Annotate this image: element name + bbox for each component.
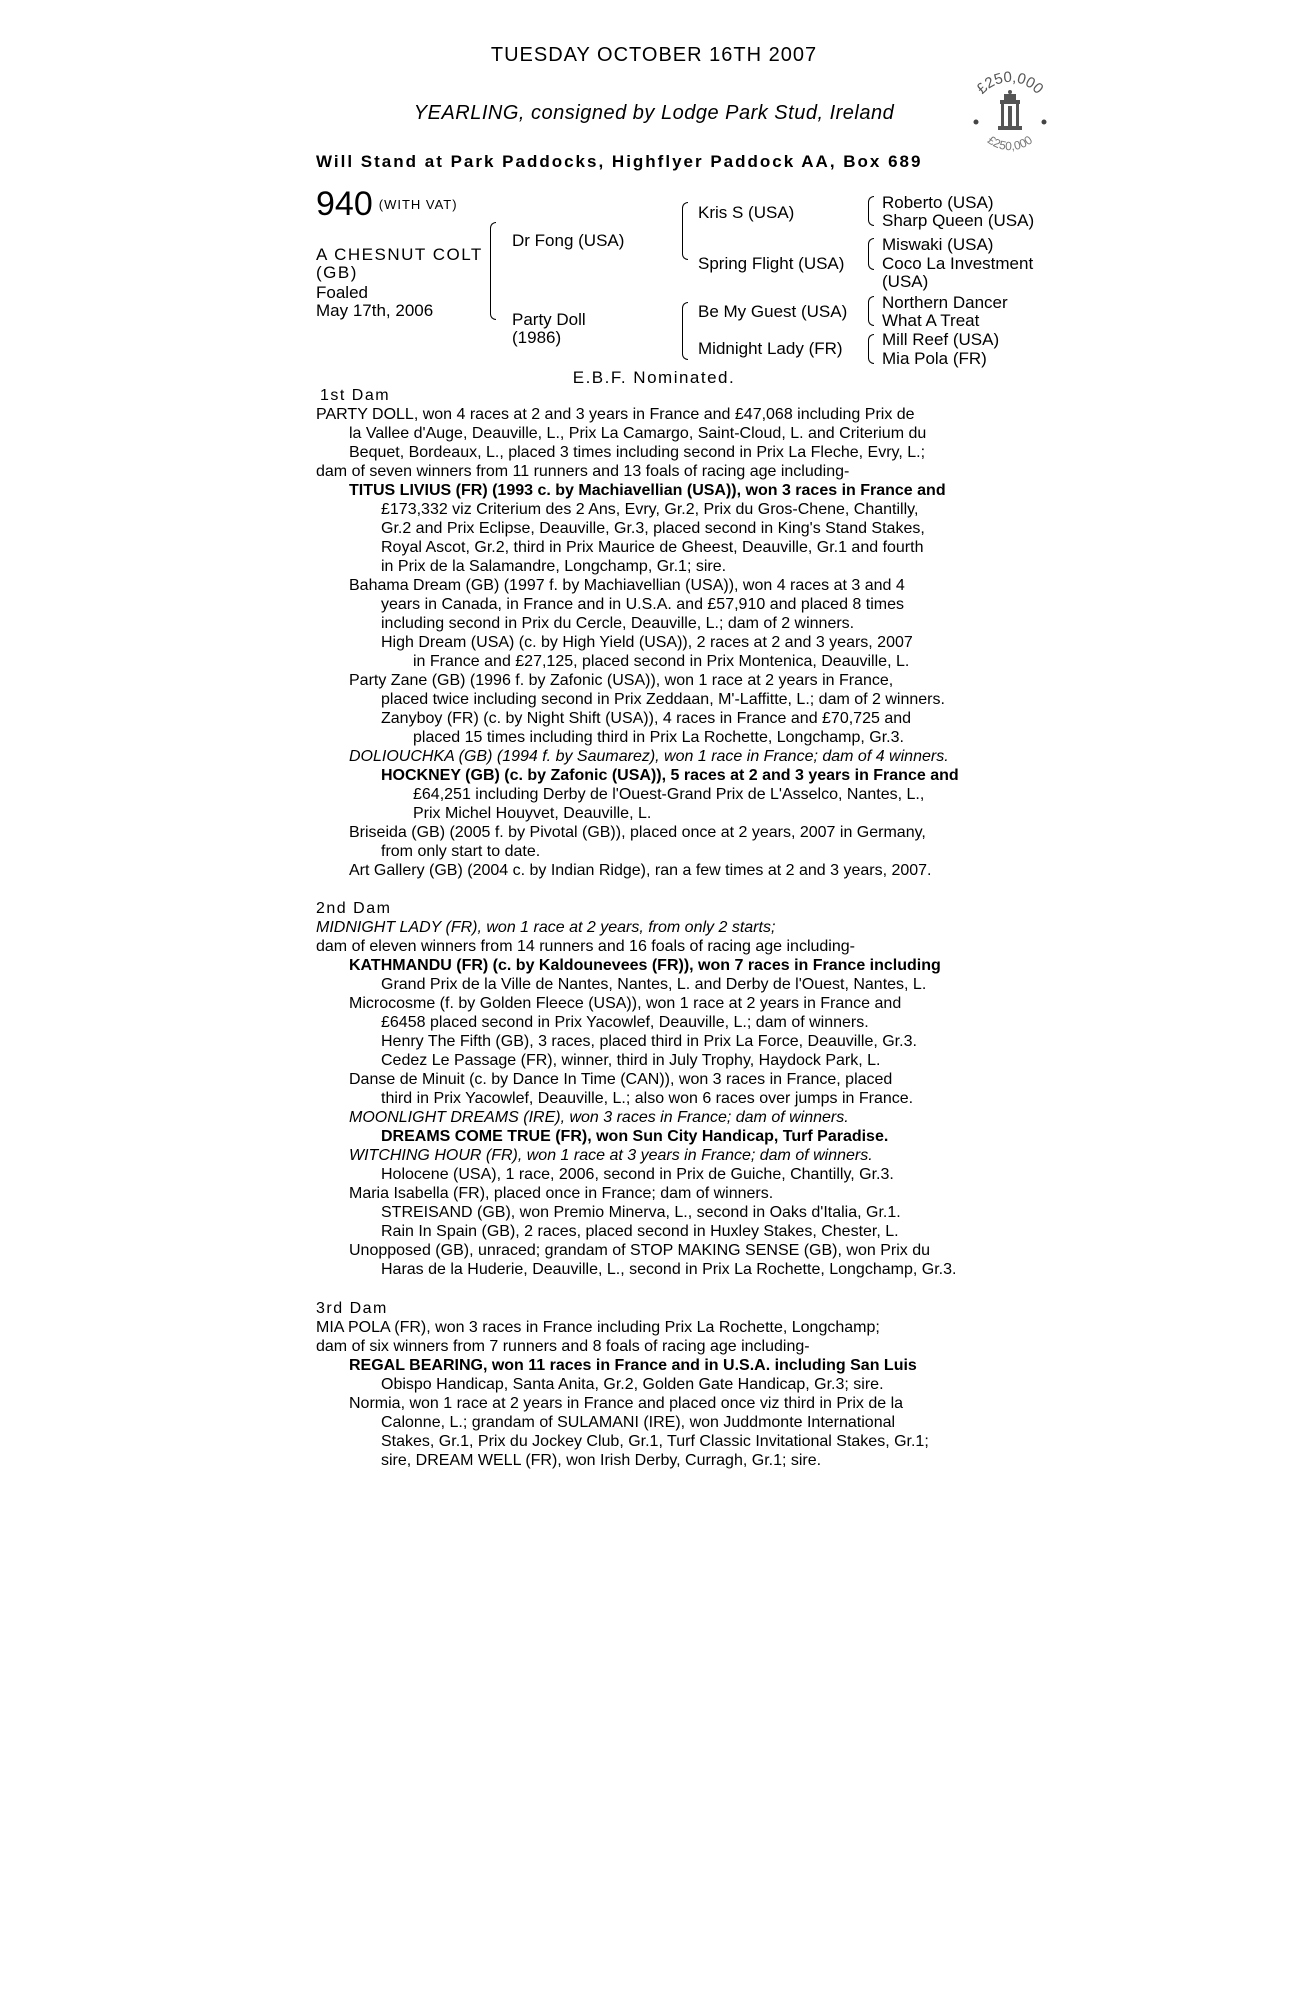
sale-date: TUESDAY OCTOBER 16TH 2007 xyxy=(490,44,818,66)
vat-label: (WITH VAT) xyxy=(378,197,458,212)
progeny-line: DREAMS COME TRUE (FR), won Sun City Handicap, Turf Paradise. xyxy=(381,1128,889,1145)
progeny-line: Calonne, L.; grandam of SULAMANI (IRE), won Juddmonte International xyxy=(381,1414,896,1431)
progeny-line: placed 15 times including third in Prix La Rochette, Longchamp, Gr.3. xyxy=(413,729,904,746)
second-dam-section xyxy=(316,899,1006,1279)
progeny-line: WITCHING HOUR (FR), won 1 race at 3 years in France; dam of winners. xyxy=(349,1147,873,1164)
third-dam-section xyxy=(316,1299,1006,1470)
progeny-line: Danse de Minuit (c. by Dance In Time (CAN)), won 3 races in France, placed xyxy=(349,1071,893,1088)
price-stamp xyxy=(962,66,1058,162)
progeny-line: Grand Prix de la Ville de Nantes, Nantes, L. and Derby de l'Ouest, Nantes, L. xyxy=(381,976,927,993)
progeny-line: STREISAND (GB), won Premio Minerva, L., second in Oaks d'Italia, Gr.1. xyxy=(381,1204,901,1221)
granddam-4b: (USA) xyxy=(882,272,929,291)
second-dam-heading: 2nd Dam xyxy=(316,900,392,917)
granddam-8: Mia Pola (FR) xyxy=(882,349,987,368)
progeny-line: Bahama Dream (GB) (1997 f. by Machiavellian (USA)), won 4 races at 3 and 4 xyxy=(349,577,905,594)
progeny-line: from only start to date. xyxy=(381,843,541,860)
dam-line: dam of six winners from 7 runners and 8 foals of racing age including- xyxy=(316,1338,810,1355)
stamp-bottom-text: £250,000 xyxy=(985,132,1035,154)
grandsire-1: Roberto (USA) xyxy=(882,193,994,212)
progeny-line: HOCKNEY (GB) (c. by Zafonic (USA)), 5 races at 2 and 3 years in France and xyxy=(381,767,959,784)
dam-sire: Be My Guest (USA) xyxy=(698,302,848,321)
dam-line2: (1986) xyxy=(512,328,562,347)
progeny-line: Normia, won 1 race at 2 years in France and placed once viz third in Prix de la xyxy=(349,1395,904,1412)
progeny-line: KATHMANDU (FR) (c. by Kaldounevees (FR)), won 7 races in France including xyxy=(349,957,941,974)
gazebo-icon xyxy=(998,90,1022,130)
progeny-line: Unopposed (GB), unraced; grandam of STOP MAKING SENSE (GB), won Prix du xyxy=(349,1242,930,1259)
sire-dam: Spring Flight (USA) xyxy=(698,254,845,273)
progeny-line: £173,332 viz Criterium des 2 Ans, Evry, Gr.2, Prix du Gros-Chene, Chantilly, xyxy=(381,501,919,518)
progeny-line: in France and £27,125, placed second in Prix Montenica, Deauville, L. xyxy=(413,653,910,670)
progeny-line: Rain In Spain (GB), 2 races, placed second in Huxley Stakes, Chester, L. xyxy=(381,1223,899,1240)
dam-line: PARTY DOLL, won 4 races at 2 and 3 years in France and £47,068 including Prix de xyxy=(316,406,915,423)
lot-number xyxy=(316,185,458,223)
third-dam-heading: 3rd Dam xyxy=(316,1300,388,1317)
progeny-line: Microcosme (f. by Golden Fleece (USA)), won 1 race at 2 years in France and xyxy=(349,995,902,1012)
progeny-line: Henry The Fifth (GB), 3 races, placed third in Prix La Force, Deauville, Gr.3. xyxy=(381,1033,917,1050)
dam-line: MIA POLA (FR), won 3 races in France including Prix La Rochette, Longchamp; xyxy=(316,1319,880,1336)
progeny-line: Prix Michel Houyvet, Deauville, L. xyxy=(413,805,652,822)
grandsire-3: Miswaki (USA) xyxy=(882,235,994,254)
progeny-line: Royal Ascot, Gr.2, third in Prix Maurice de Gheest, Deauville, Gr.1 and fourth xyxy=(381,539,924,556)
dam-line: Bequet, Bordeaux, L., placed 3 times including second in Prix La Fleche, Evry, L.; xyxy=(349,444,926,461)
progeny-line: sire, DREAM WELL (FR), won Irish Derby, Curragh, Gr.1; sire. xyxy=(381,1452,822,1469)
dam-line: MIDNIGHT LADY (FR), won 1 race at 2 years, from only 2 starts; xyxy=(316,919,776,936)
grandsire-5: Northern Dancer xyxy=(882,293,1008,312)
dam-line: dam of seven winners from 11 runners and 13 foals of racing age including- xyxy=(316,463,850,480)
progeny-line: third in Prix Yacowlef, Deauville, L.; also won 6 races over jumps in France. xyxy=(381,1090,914,1107)
progeny-line: placed twice including second in Prix Zeddaan, M'-Laffitte, L.; dam of 2 winners. xyxy=(381,691,945,708)
horse-line2: (GB) xyxy=(316,263,358,282)
sire: Dr Fong (USA) xyxy=(512,231,625,250)
progeny-line: Maria Isabella (FR), placed once in France; dam of winners. xyxy=(349,1185,774,1202)
progeny-line: in Prix de la Salamandre, Longchamp, Gr.1; sire. xyxy=(381,558,727,575)
grandsire-7: Mill Reef (USA) xyxy=(882,330,1000,349)
sire-sire: Kris S (USA) xyxy=(698,203,795,222)
brace-g3 xyxy=(868,296,874,326)
progeny-line: Cedez Le Passage (FR), winner, third in July Trophy, Haydock Park, L. xyxy=(381,1052,881,1069)
brace-g2 xyxy=(868,238,874,270)
horse-description xyxy=(316,246,483,282)
dam-line: dam of eleven winners from 14 runners and 16 foals of racing age including- xyxy=(316,938,855,955)
granddam-2: Sharp Queen (USA) xyxy=(882,211,1035,230)
progeny-line: Briseida (GB) (2005 f. by Pivotal (GB)), placed once at 2 years, 2007 in Germany, xyxy=(349,824,926,841)
brace-g1 xyxy=(868,196,874,226)
progeny-line: years in Canada, in France and in U.S.A. and £57,910 and placed 8 times xyxy=(381,596,904,613)
granddam-4a: Coco La Investment xyxy=(882,254,1034,273)
progeny-line: MOONLIGHT DREAMS (IRE), won 3 races in France; dam of winners. xyxy=(349,1109,849,1126)
brace-sire xyxy=(682,202,688,260)
progeny-line: £64,251 including Derby de l'Ouest-Grand Prix de L'Asselco, Nantes, L., xyxy=(413,786,925,803)
progeny-line: Obispo Handicap, Santa Anita, Gr.2, Golden Gate Handicap, Gr.3; sire. xyxy=(381,1376,884,1393)
lot-number-value: 940 xyxy=(316,185,373,223)
progeny-line: including second in Prix du Cercle, Deauville, L.; dam of 2 winners. xyxy=(381,615,855,632)
progeny-line: Haras de la Huderie, Deauville, L., second in Prix La Rochette, Longchamp, Gr.3. xyxy=(381,1261,957,1278)
progeny-line: TITUS LIVIUS (FR) (1993 c. by Machiavellian (USA)), won 3 races in France and xyxy=(349,482,946,499)
first-dam-section xyxy=(316,386,1006,880)
brace-dam xyxy=(682,302,688,360)
first-dam-heading: 1st Dam xyxy=(320,387,391,404)
horse-line1: A CHESNUT COLT xyxy=(316,245,483,264)
consignment-line: YEARLING, consigned by Lodge Park Stud, Ireland xyxy=(413,102,895,124)
progeny-line: Holocene (USA), 1 race, 2006, second in Prix de Guiche, Chantilly, Gr.3. xyxy=(381,1166,894,1183)
progeny-line: DOLIOUCHKA (GB) (1994 f. by Saumarez), won 1 race in France; dam of 4 winners. xyxy=(349,748,949,765)
foaled-label: Foaled xyxy=(316,283,368,302)
foaled-info xyxy=(316,284,433,320)
progeny-line: High Dream (USA) (c. by High Yield (USA)), 2 races at 2 and 3 years, 2007 xyxy=(381,634,913,651)
ebf-note: E.B.F. Nominated. xyxy=(572,368,736,387)
foaled-date: May 17th, 2006 xyxy=(316,301,434,320)
dam-dam: Midnight Lady (FR) xyxy=(698,339,843,358)
progeny-line: Gr.2 and Prix Eclipse, Deauville, Gr.3, placed second in King's Stand Stakes, xyxy=(381,520,925,537)
progeny-line: Party Zane (GB) (1996 f. by Zafonic (USA)), won 1 race at 2 years in France, xyxy=(349,672,894,689)
brace-gen1 xyxy=(490,222,496,320)
progeny-line: Stakes, Gr.1, Prix du Jockey Club, Gr.1, Turf Classic Invitational Stakes, Gr.1; xyxy=(381,1433,929,1450)
progeny-line: REGAL BEARING, won 11 races in France and in U.S.A. including San Luis xyxy=(349,1357,917,1374)
progeny-line: Art Gallery (GB) (2004 c. by Indian Ridge), ran a few times at 2 and 3 years, 2007. xyxy=(349,862,932,879)
svg-text:£250,000 xyxy=(985,133,1035,154)
stamp-top-text: £250,000 xyxy=(973,68,1047,98)
dam-line1: Party Doll xyxy=(512,310,586,329)
dam-line: la Vallee d'Auge, Deauville, L., Prix La Camargo, Saint-Cloud, L. and Criterium du xyxy=(349,425,927,442)
stand-location: Will Stand at Park Paddocks, Highflyer Paddock AA, Box 689 xyxy=(316,152,923,171)
brace-g4 xyxy=(868,334,874,364)
granddam-6: What A Treat xyxy=(882,311,980,330)
progeny-line: £6458 placed second in Prix Yacowlef, Deauville, L.; dam of winners. xyxy=(381,1014,869,1031)
progeny-line: Zanyboy (FR) (c. by Night Shift (USA)), 4 races in France and £70,725 and xyxy=(381,710,912,727)
